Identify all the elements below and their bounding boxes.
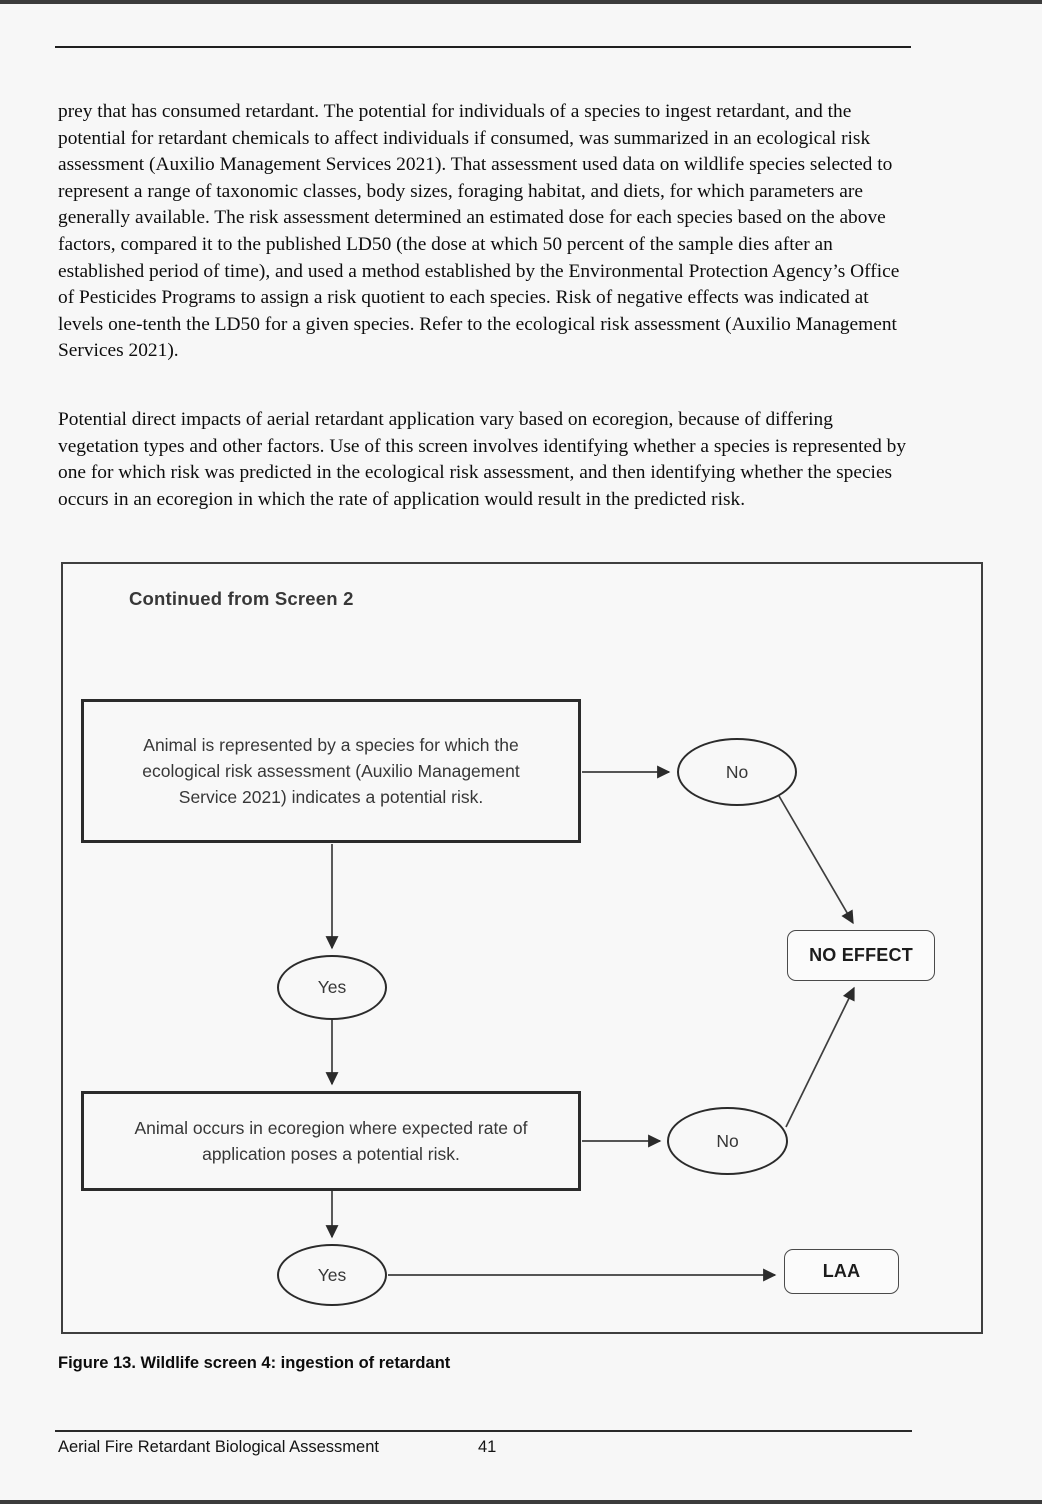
flowchart-box-ecoregion-risk bbox=[81, 1091, 581, 1191]
flowchart-yes-ellipse-1 bbox=[277, 955, 387, 1020]
flowchart-no-ellipse-1 bbox=[677, 738, 797, 806]
yes-label-1: Yes bbox=[317, 977, 347, 997]
footer-rule bbox=[55, 1430, 912, 1432]
body-paragraph-2: Potential direct impacts of aerial retardant application vary based on ecoregion, because of differing vegetation types and other factors. Use of this screen involves identifying whether a species is represented by one for which risk was predicted in the ecological risk assessment, and then identifying whether the species occurs in an ecoregion in which the rate of application would result in the predicted risk. bbox=[58, 409, 907, 510]
body-paragraph-1: prey that has consumed retardant. The potential for individuals of a species to ingest retardant, and the potential for retardant chemicals to affect individuals if consumed, was summarized in an ecological risk assessment (Auxilio Management Services 2021). That assessment used data on wildlife species selected to represent a range of taxonomic classes, body sizes, foraging habitat, and diets, for which parameters are generally available. The risk assessment determined an estimated dose for each species based on the above factors, compared it to the published LD50 (the dose at which 50 percent of the sample dies after an established period of time), and used a method established by the Environmental Protection Agency’s Office of Pesticides Programs to assign a risk quotient to each species. Risk of negative effects was indicated at levels one-tenth the LD50 for a given species. Refer to the ecological risk assessment (Auxilio Management Services 2021). bbox=[58, 101, 900, 362]
no-label-2: No bbox=[716, 1130, 739, 1151]
flowchart-box-species-risk-text: Animal is represented by a species for which the ecological risk assessment (Auxilio Management Service 2021) indicates a potential risk. bbox=[142, 735, 520, 807]
flowchart-box-species-risk bbox=[81, 699, 581, 843]
no-effect-label: NO EFFECT bbox=[809, 945, 913, 965]
flowchart-no-effect-box bbox=[787, 930, 935, 981]
footer-document-title: Aerial Fire Retardant Biological Assessment bbox=[58, 1438, 379, 1456]
footer-page-number: 41 bbox=[478, 1438, 497, 1456]
figure-header-label: Continued from Screen 2 bbox=[129, 588, 354, 609]
yes-label-2: Yes bbox=[317, 1264, 347, 1285]
no-label-1: No bbox=[725, 761, 749, 782]
figure-caption: Figure 13. Wildlife screen 4: ingestion of retardant bbox=[58, 1354, 451, 1372]
figure-13-flowchart bbox=[61, 562, 983, 1334]
flowchart-no-ellipse-2 bbox=[667, 1107, 788, 1175]
header-rule bbox=[55, 46, 911, 48]
top-edge-bar bbox=[0, 0, 1042, 4]
flowchart-box-ecoregion-risk-text: Animal occurs in ecoregion where expected rate of application poses a potential risk. bbox=[134, 1118, 528, 1164]
flowchart-yes-ellipse-2 bbox=[277, 1244, 387, 1306]
flowchart-laa-box bbox=[784, 1249, 899, 1294]
bottom-edge-bar bbox=[0, 1500, 1042, 1504]
laa-label: LAA bbox=[822, 1261, 861, 1281]
